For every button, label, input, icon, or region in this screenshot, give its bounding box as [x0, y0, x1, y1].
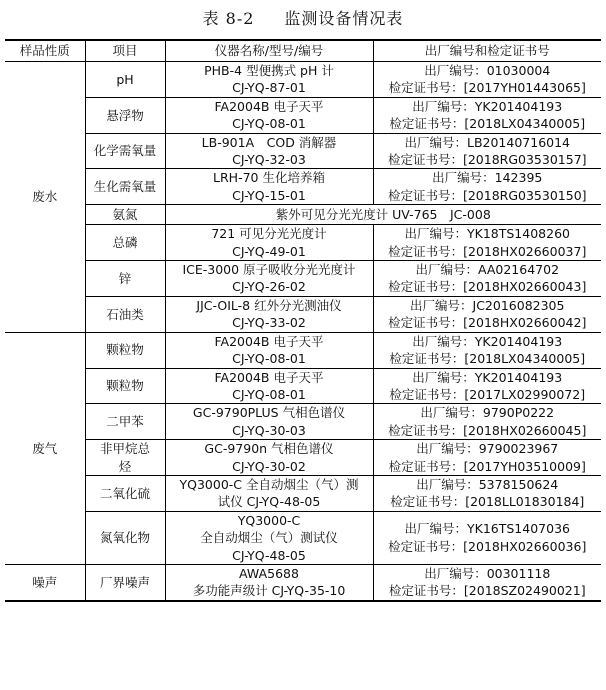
certificate-cell: 出厂编号：9790P0222 检定证书号：[2018HX02660045] [373, 404, 601, 440]
table-row [5, 511, 601, 564]
table-number: 表 8-2 [202, 9, 255, 28]
header-row [5, 40, 601, 62]
table-row [5, 332, 601, 368]
table-row [5, 475, 601, 511]
instrument-cell: LRH-70 生化培养箱 CJ-YQ-15-01 [165, 169, 373, 205]
table-row [5, 62, 601, 98]
item-cell: 石油类 [85, 296, 165, 332]
certificate-cell: 出厂编号：YK18TS1408260 检定证书号：[2018HX02660037] [373, 225, 601, 261]
item-cell: 厂界噪声 [85, 564, 165, 600]
item-cell: 化学需氧量 [85, 133, 165, 169]
table-row [5, 564, 601, 600]
item-cell: 氨氮 [85, 205, 165, 225]
certificate-cell: 出厂编号：5378150624 检定证书号：[2018LL01830184] [373, 475, 601, 511]
instrument-cell: PHB-4 型便携式 pH 计 CJ-YQ-87-01 [165, 62, 373, 98]
category-cell: 废水 [5, 62, 85, 333]
certificate-cell: 出厂编号：00301118 检定证书号：[2018SZ02490021] [373, 564, 601, 600]
header-instrument: 仪器名称/型号/编号 [165, 40, 373, 62]
item-cell: pH [85, 62, 165, 98]
header-item: 项目 [85, 40, 165, 62]
item-cell: 非甲烷总烃 [85, 440, 165, 476]
item-cell: 生化需氧量 [85, 169, 165, 205]
header-sample-type: 样品性质 [5, 40, 85, 62]
table-title [0, 6, 606, 32]
instrument-cell: FA2004B 电子天平 CJ-YQ-08-01 [165, 368, 373, 404]
item-cell: 悬浮物 [85, 97, 165, 133]
certificate-cell: 出厂编号：AA02164702 检定证书号：[2018HX02660043] [373, 261, 601, 297]
certificate-cell: 出厂编号：YK201404193 检定证书号：[2017LX02990072] [373, 368, 601, 404]
certificate-cell: 出厂编号：01030004 检定证书号：[2017YH01443065] [373, 62, 601, 98]
table-row [5, 97, 601, 133]
table-row [5, 133, 601, 169]
certificate-cell: 出厂编号：9790023967 检定证书号：[2017YH03510009] [373, 440, 601, 476]
item-cell: 颗粒物 [85, 368, 165, 404]
instrument-cell: JJC-OIL-8 红外分光测油仪 CJ-YQ-33-02 [165, 296, 373, 332]
category-cell: 噪声 [5, 564, 85, 600]
table-row [5, 368, 601, 404]
instrument-cell: GC-9790n 气相色谱仪 CJ-YQ-30-02 [165, 440, 373, 476]
equipment-table [5, 39, 601, 602]
instrument-cell: GC-9790PLUS 气相色谱仪 CJ-YQ-30-03 [165, 404, 373, 440]
item-cell: 氮氧化物 [85, 511, 165, 564]
instrument-cell: 721 可见分光光度计 CJ-YQ-49-01 [165, 225, 373, 261]
table-row [5, 205, 601, 225]
certificate-cell: 出厂编号：JC2016082305 检定证书号：[2018HX02660042] [373, 296, 601, 332]
category-cell: 废气 [5, 332, 85, 564]
table-row [5, 404, 601, 440]
instrument-cell: FA2004B 电子天平 CJ-YQ-08-01 [165, 332, 373, 368]
item-cell: 锌 [85, 261, 165, 297]
table-row [5, 169, 601, 205]
merged-instrument-cell: 紫外可见分光光度计 UV-765 JC-008 [165, 205, 601, 225]
table-row [5, 225, 601, 261]
instrument-cell: YQ3000-C 全自动烟尘（气）测 试仪 CJ-YQ-48-05 [165, 475, 373, 511]
item-cell: 二氧化硫 [85, 475, 165, 511]
instrument-cell: YQ3000-C 全自动烟尘（气）测试仪 CJ-YQ-48-05 [165, 511, 373, 564]
instrument-cell: AWA5688 多功能声级计 CJ-YQ-35-10 [165, 564, 373, 600]
certificate-cell: 出厂编号：YK201404193 检定证书号：[2018LX04340005] [373, 97, 601, 133]
item-cell: 二甲苯 [85, 404, 165, 440]
instrument-cell: FA2004B 电子天平 CJ-YQ-08-01 [165, 97, 373, 133]
instrument-cell: LB-901A COD 消解器 CJ-YQ-32-03 [165, 133, 373, 169]
table-row [5, 296, 601, 332]
certificate-cell: 出厂编号：YK201404193 检定证书号：[2018LX04340005] [373, 332, 601, 368]
certificate-cell: 出厂编号：YK16TS1407036 检定证书号：[2018HX02660036] [373, 511, 601, 564]
table-caption: 监测设备情况表 [284, 9, 404, 28]
instrument-cell: ICE-3000 原子吸收分光光度计 CJ-YQ-26-02 [165, 261, 373, 297]
certificate-cell: 出厂编号：LB20140716014 检定证书号：[2018RG03530157] [373, 133, 601, 169]
header-certificate: 出厂编号和检定证书号 [373, 40, 601, 62]
table-row [5, 440, 601, 476]
item-cell: 总磷 [85, 225, 165, 261]
certificate-cell: 出厂编号：142395 检定证书号：[2018RG03530150] [373, 169, 601, 205]
item-cell: 颗粒物 [85, 332, 165, 368]
table-row [5, 261, 601, 297]
